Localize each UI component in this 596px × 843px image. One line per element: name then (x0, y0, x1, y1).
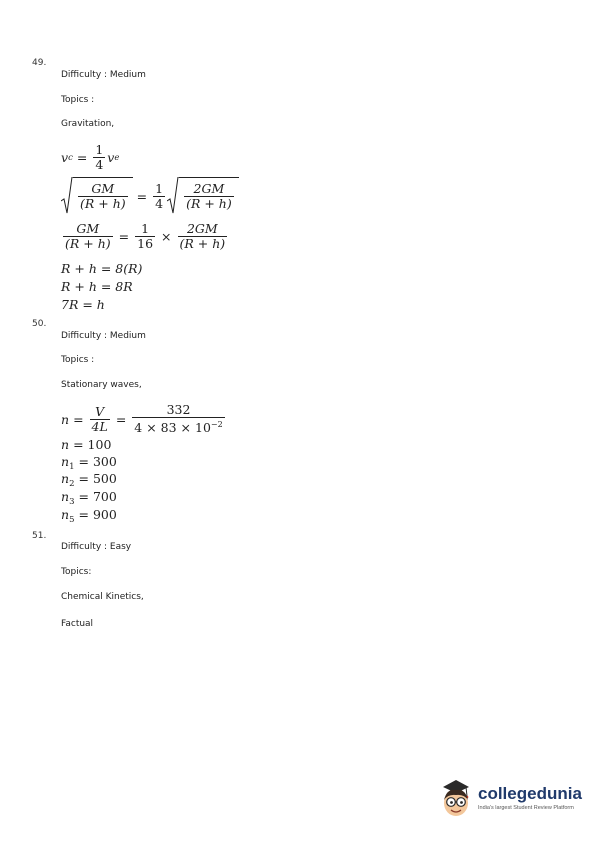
equation-line: $\frac{GM}{(R + h)}$ = $\frac{1}{16}$ × $\frac{2GM}{(R + h)}$ (65, 221, 226, 251)
equation-line: $n_2 = 500$ (61, 471, 117, 489)
logo-tagline: India's largest Student Review Platform (478, 805, 574, 811)
equation-line: 7R = h (61, 297, 105, 312)
topics-label: Topics : (61, 355, 95, 365)
equation-line: R + h = 8R (61, 279, 133, 294)
topics-label: Topics: (61, 567, 92, 577)
logo-wordmark: collegedunia (478, 784, 582, 803)
difficulty-label: Difficulty : Medium (61, 70, 146, 80)
equation-line: n = 100 (61, 437, 112, 452)
topics-label: Topics : (61, 95, 95, 105)
equation-line: $n_5 = 900$ (61, 507, 117, 525)
mascot-icon (437, 776, 475, 820)
equation-line: $n_1 = 300$ (61, 454, 117, 472)
question-number: 51. (32, 531, 47, 541)
equation-line: $n_3 = 700$ (61, 489, 117, 507)
question-number: 50. (32, 319, 47, 329)
topic-extra-text: Factual (61, 619, 94, 629)
equation-line: R + h = 8(R) (61, 261, 143, 276)
difficulty-label: Difficulty : Easy (61, 542, 132, 552)
equation-line: v c = $\frac{1}{4}$ v e (61, 142, 120, 172)
equation-line: $\frac{GM}{(R + h)}$ = $\frac{1}{4}$ $\frac{2GM}{(R + h)}$ (61, 177, 239, 215)
collegedunia-logo (437, 776, 582, 820)
equation-line: n = $\frac{V}{4L}$ = $\frac{332}{4 \times 83 \times 10^{-2}}$ (61, 402, 223, 435)
topic-text: Gravitation, (61, 119, 115, 129)
difficulty-label: Difficulty : Medium (61, 331, 146, 341)
topic-text: Chemical Kinetics, (61, 592, 144, 602)
question-number: 49. (32, 58, 47, 68)
topic-text: Stationary waves, (61, 380, 142, 390)
